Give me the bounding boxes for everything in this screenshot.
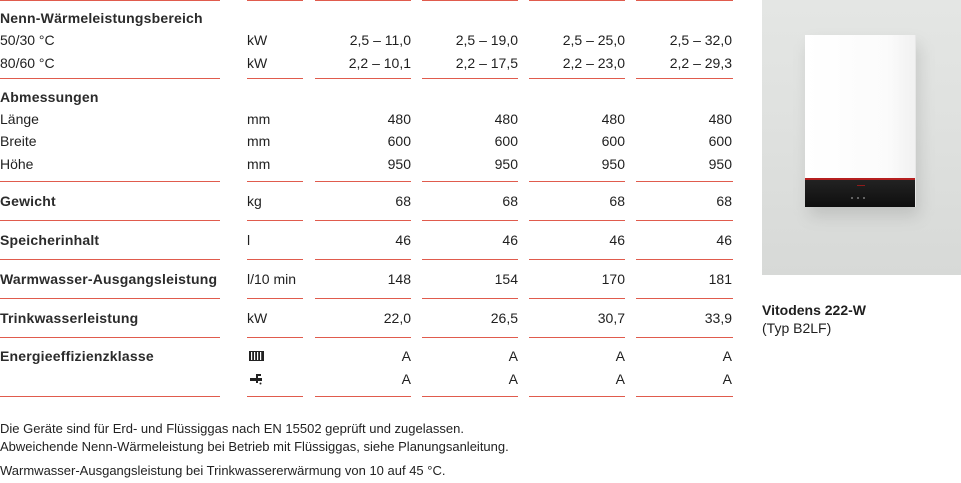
section-divider [315, 78, 411, 79]
value-col-2: A [508, 348, 518, 364]
value-col-3: 170 [601, 271, 625, 287]
value-col-2: 2,5 – 19,0 [455, 32, 518, 48]
table-row [0, 52, 733, 74]
table-row [0, 108, 733, 130]
value-col-2: 26,5 [490, 310, 518, 326]
speicherinhalt-row [0, 229, 733, 251]
note-3: Warmwasser-Ausgangsleistung bei Trinkwassererwärmung von 10 auf 45 °C. [0, 463, 446, 478]
value-col-3: A [615, 348, 625, 364]
product-image [762, 0, 961, 275]
value-col-1: A [401, 371, 411, 387]
section-divider [529, 220, 625, 221]
top-divider-col-3 [529, 0, 625, 1]
value-col-3: 46 [609, 232, 625, 248]
section-divider [422, 396, 518, 397]
table-row [0, 153, 733, 175]
value-col-2: 600 [494, 133, 518, 149]
section-divider [636, 337, 733, 338]
section-divider [529, 78, 625, 79]
section-divider [315, 298, 411, 299]
warmwasser-ausgangsleistung-row [0, 268, 733, 290]
warmwasser-ausgangsleistung-unit: l/10 min [247, 271, 297, 287]
value-col-4: 2,2 – 29,3 [669, 55, 732, 71]
value-col-2: 950 [494, 156, 518, 172]
abmessungen-title-row [0, 86, 733, 108]
value-col-4: 950 [708, 156, 732, 172]
section-divider [636, 259, 733, 260]
boiler-logo-mark [857, 185, 865, 186]
value-col-3: 30,7 [597, 310, 625, 326]
top-divider-col-2 [422, 0, 518, 1]
value-col-1: 68 [395, 193, 411, 209]
note-2: Abweichende Nenn-Wärmeleistung bei Betrieb mit Flüssiggas, siehe Planungsanleitung. [0, 439, 509, 454]
value-col-4: 33,9 [704, 310, 732, 326]
row-label: 50/30 °C [0, 32, 55, 48]
value-col-3: 950 [601, 156, 625, 172]
value-col-1: 480 [387, 111, 411, 127]
section-divider [315, 220, 411, 221]
section-divider [247, 78, 303, 79]
value-col-2: 154 [494, 271, 518, 287]
section-divider [315, 181, 411, 182]
value-col-1: 46 [395, 232, 411, 248]
section-divider [247, 181, 303, 182]
section-divider [422, 78, 518, 79]
table-row [0, 130, 733, 152]
section-divider [0, 181, 220, 182]
product-caption [762, 301, 942, 337]
section-divider [0, 396, 220, 397]
row-label: Breite [0, 133, 37, 149]
section-divider [315, 396, 411, 397]
row-label: 80/60 °C [0, 55, 55, 71]
section-divider [247, 337, 303, 338]
value-col-4: 2,5 – 32,0 [669, 32, 732, 48]
value-col-4: 181 [708, 271, 732, 287]
top-divider-col-1 [315, 0, 411, 1]
nenn-waermeleistung-title-row [0, 7, 733, 29]
value-col-3: 2,2 – 23,0 [562, 55, 625, 71]
row-label: Höhe [0, 156, 34, 172]
row-unit: mm [247, 133, 271, 149]
value-col-4: 480 [708, 111, 732, 127]
value-col-2: 2,2 – 17,5 [455, 55, 518, 71]
gewicht-label: Gewicht [0, 193, 56, 209]
section-divider [636, 298, 733, 299]
table-row [0, 29, 733, 51]
section-divider [247, 396, 303, 397]
section-divider [529, 298, 625, 299]
row-unit: mm [247, 111, 271, 127]
value-col-1: 148 [387, 271, 411, 287]
value-col-4: A [722, 371, 732, 387]
value-col-4: 600 [708, 133, 732, 149]
gewicht-unit: kg [247, 193, 262, 209]
value-col-2: A [508, 371, 518, 387]
row-unit: kW [247, 55, 268, 71]
value-col-1: 950 [387, 156, 411, 172]
notes [0, 420, 730, 480]
value-col-1: 2,5 – 11,0 [349, 32, 411, 48]
radiator-icon [248, 350, 265, 362]
value-col-3: 2,5 – 25,0 [562, 32, 625, 48]
row-unit: kW [247, 32, 268, 48]
value-col-3: 68 [609, 193, 625, 209]
tap-icon [248, 373, 265, 385]
value-col-4: 46 [716, 232, 732, 248]
product-name: Vitodens 222-W [762, 302, 866, 318]
boiler-accent-stripe [805, 178, 915, 180]
value-col-4: 68 [716, 193, 732, 209]
energieeffizienzklasse-warmwasser-row [0, 368, 733, 390]
section-divider [0, 259, 220, 260]
gewicht-row [0, 190, 733, 212]
section-divider [422, 298, 518, 299]
value-col-3: 600 [601, 133, 625, 149]
trinkwasserleistung-label: Trinkwasserleistung [0, 310, 139, 326]
section-divider [636, 181, 733, 182]
section-divider [529, 181, 625, 182]
section-divider [315, 259, 411, 260]
section-divider [247, 259, 303, 260]
value-col-1: A [401, 348, 411, 364]
value-col-1: 600 [387, 133, 411, 149]
section-divider [422, 259, 518, 260]
warmwasser-ausgangsleistung-label: Warmwasser-Ausgangsleistung [0, 271, 218, 287]
section-divider [529, 396, 625, 397]
value-col-2: 480 [494, 111, 518, 127]
boiler-control-panel [805, 178, 915, 207]
trinkwasserleistung-row [0, 307, 733, 329]
energieeffizienzklasse-title-row [0, 345, 733, 367]
section-divider [636, 78, 733, 79]
section-divider [315, 337, 411, 338]
section-divider [422, 220, 518, 221]
section-divider [247, 298, 303, 299]
top-divider-col-4 [636, 0, 733, 1]
abmessungen-label: Abmessungen [0, 89, 99, 105]
section-divider [636, 220, 733, 221]
section-divider [422, 181, 518, 182]
speicherinhalt-unit: l [247, 232, 251, 248]
trinkwasserleistung-unit: kW [247, 310, 268, 326]
value-col-1: 22,0 [383, 310, 411, 326]
top-divider-unit [247, 0, 303, 1]
row-label: Länge [0, 111, 39, 127]
section-divider [247, 220, 303, 221]
section-divider [422, 337, 518, 338]
boiler-status-dots [849, 197, 867, 199]
speicherinhalt-label: Speicherinhalt [0, 232, 100, 248]
section-divider [529, 337, 625, 338]
value-col-1: 2,2 – 10,1 [348, 55, 411, 71]
boiler-unit [805, 35, 916, 207]
product-type: (Typ B2LF) [762, 320, 832, 336]
value-col-2: 46 [502, 232, 518, 248]
note-1: Die Geräte sind für Erd- und Flüssiggas nach EN 15502 geprüft und zugelassen. [0, 421, 464, 436]
top-divider-label [0, 0, 220, 1]
section-divider [636, 396, 733, 397]
value-col-4: A [722, 348, 732, 364]
value-col-2: 68 [502, 193, 518, 209]
value-col-3: 480 [601, 111, 625, 127]
nenn-waermeleistung-label: Nenn-Wärmeleistungsbereich [0, 10, 203, 26]
energieeffizienzklasse-label: Energieeffizienzklasse [0, 348, 154, 364]
row-unit: mm [247, 156, 271, 172]
section-divider [529, 259, 625, 260]
section-divider [0, 78, 220, 79]
section-divider [0, 337, 220, 338]
section-divider [0, 298, 220, 299]
section-divider [0, 220, 220, 221]
value-col-3: A [615, 371, 625, 387]
